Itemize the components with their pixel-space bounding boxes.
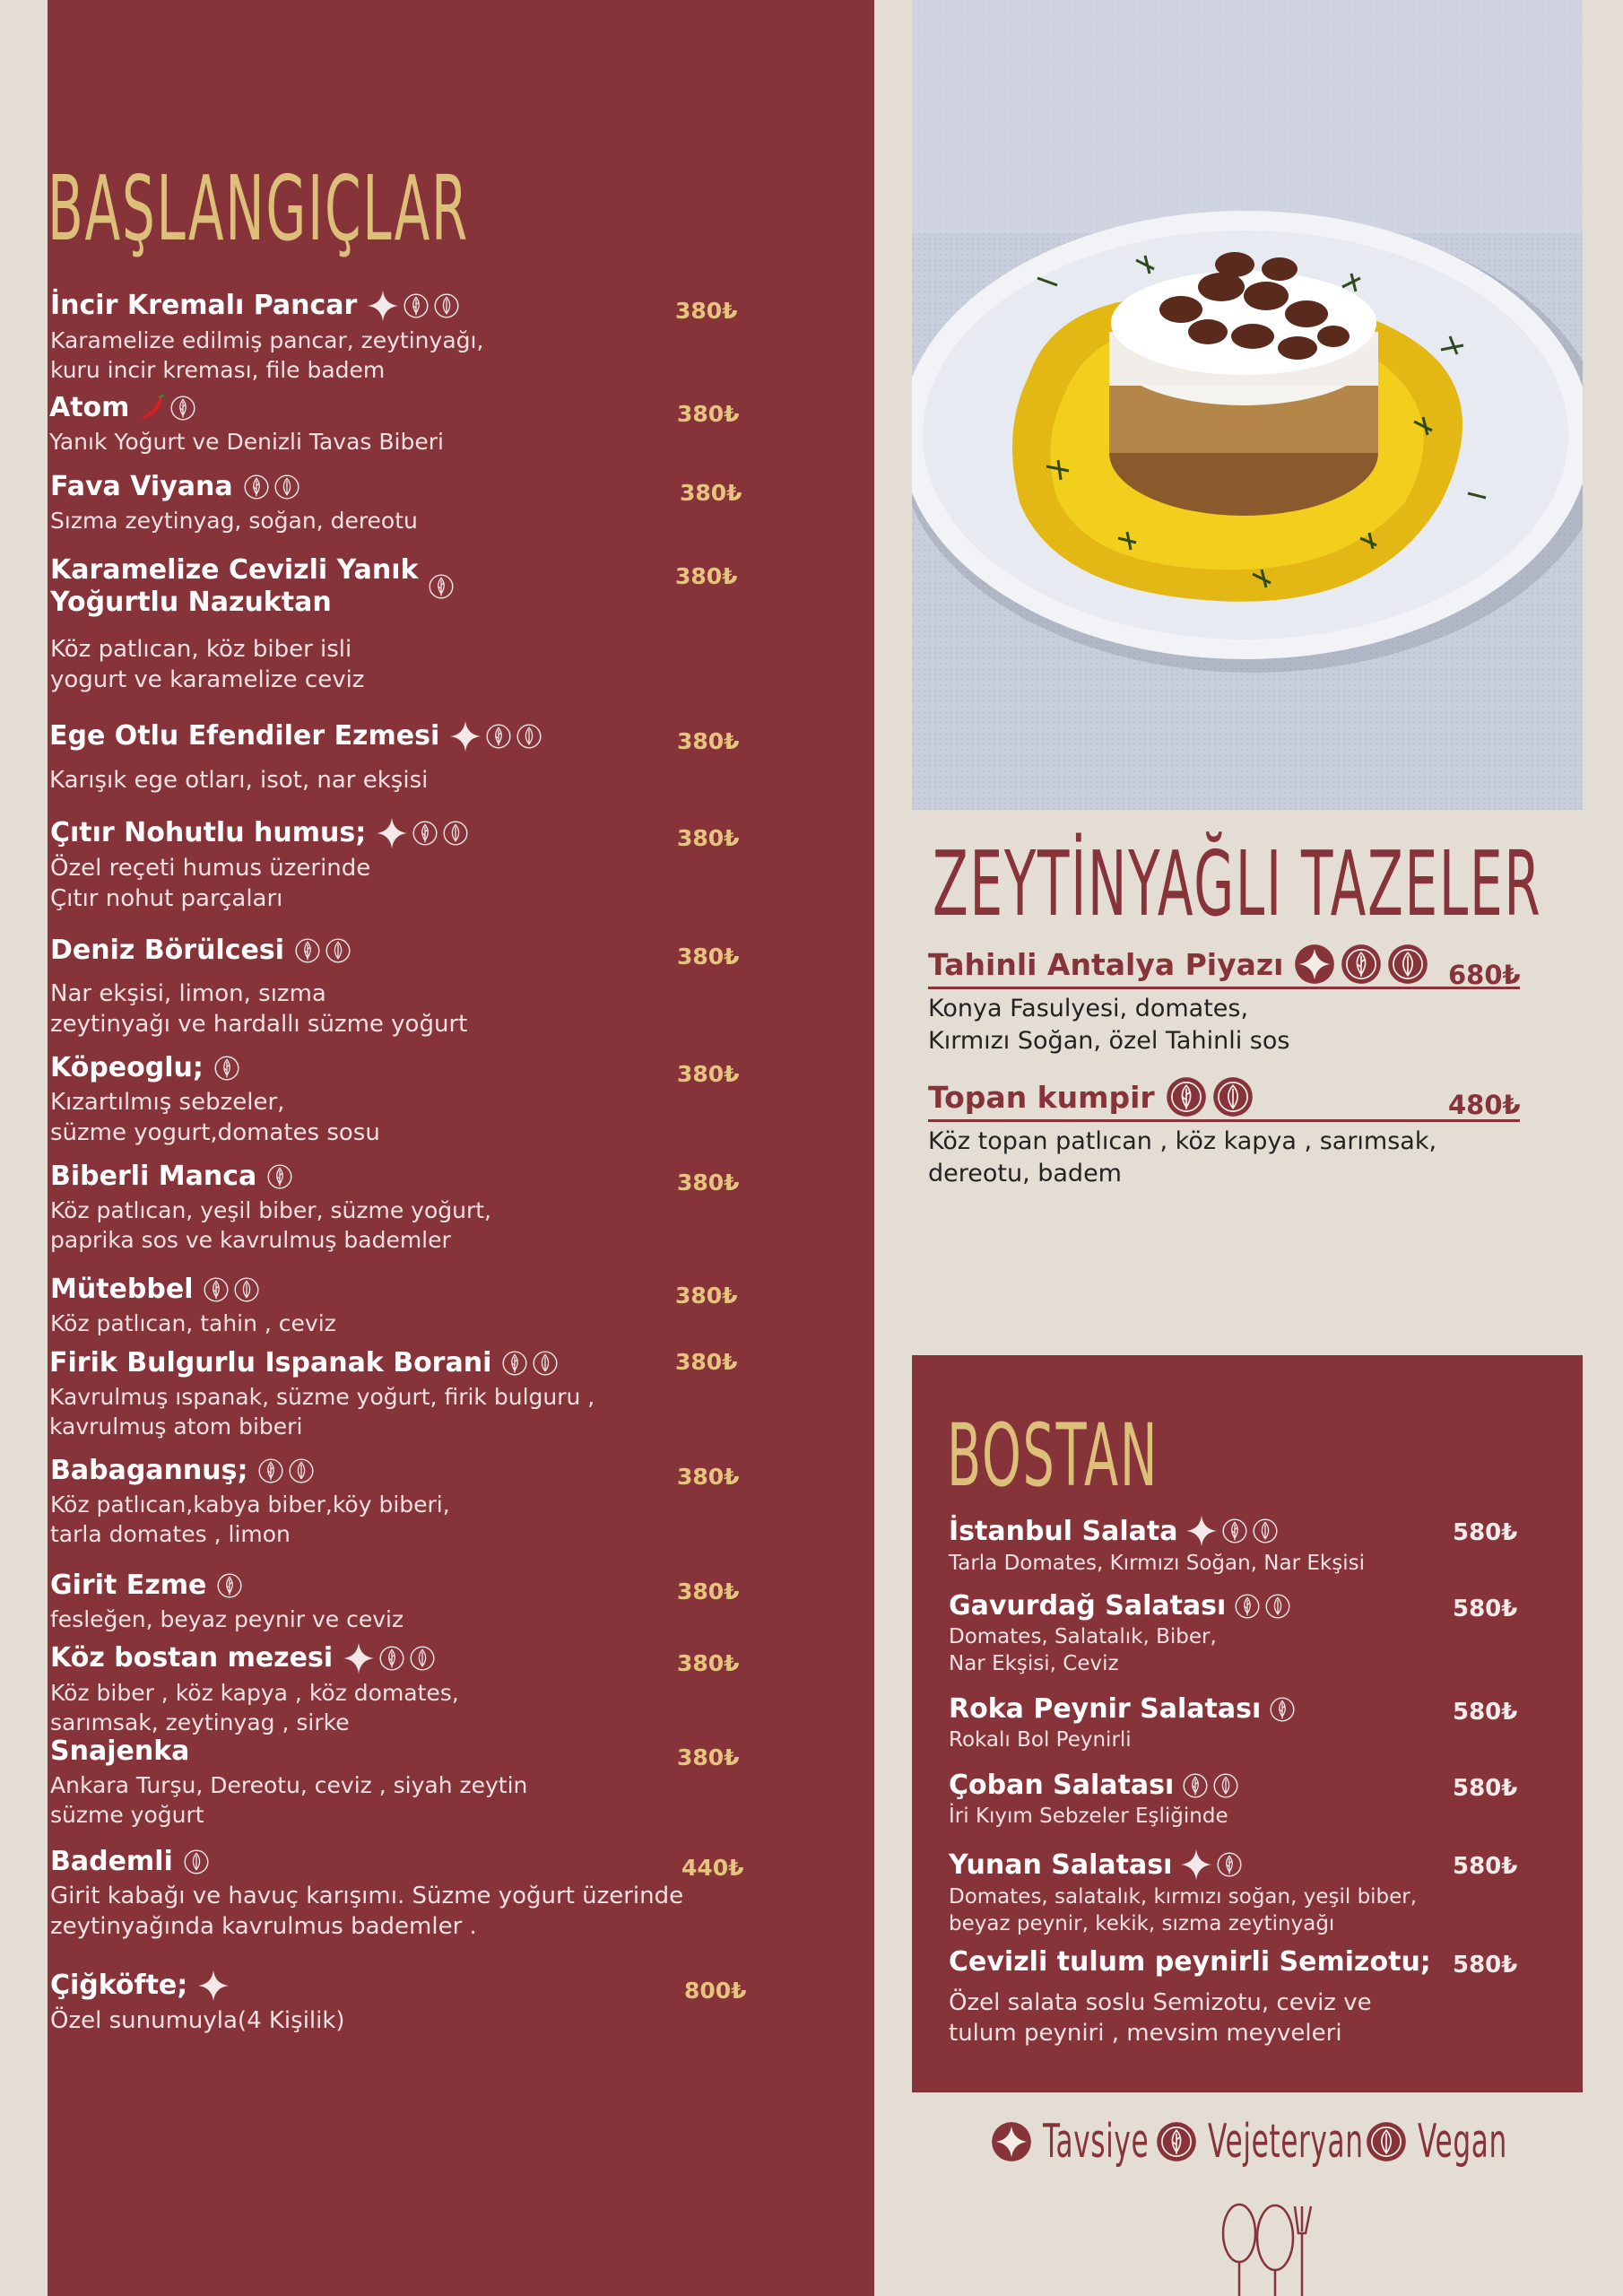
menu-item [50,554,750,696]
menu-item [949,1514,1433,1578]
menu-item-name: Çiğköfte; [50,1970,188,2001]
menu-item-name-row [949,1848,1433,1882]
menu-item-name: Atom [49,392,130,423]
section-title-zeytinyagli: ZEYTİNYAĞLI TAZELER [933,831,1542,936]
menu-item-description: Yanık Yoğurt ve Denizli Tavas Biberi [49,429,444,455]
menu-item-name-row [50,1455,750,1487]
menu-item [949,1946,1433,2049]
menu-item-badges [427,572,456,601]
vejeteryan-icon [1181,1771,1210,1800]
section-title-baslangiclar: BAŞLANGIÇLAR [48,156,470,261]
menu-item-description: Tarla Domates, Kırmızı Soğan, Nar Ekşisi [949,1552,1365,1575]
vejeteryan-icon [242,473,271,501]
menu-item-badges [196,1969,230,2003]
vegan-icon [441,819,470,848]
menu-item-price: 380₺ [675,1283,738,1309]
menu-item-name-row [50,816,750,850]
menu-item-badges [1294,944,1428,985]
menu-item-name-row [50,471,750,503]
menu-item-name: Babagannuş; [50,1455,248,1486]
menu-item-badges [182,1848,211,1876]
menu-item [949,1693,1433,1754]
menu-item-description: Rokalı Bol Peynirli [949,1728,1132,1752]
menu-item-description: Sızma zeytinyag, soğan, dereotu [50,508,418,534]
menu-item [50,816,750,915]
menu-item-name: Topan kumpir [928,1079,1155,1115]
menu-item-name: Cevizli tulum peynirli Semizotu; [949,1946,1431,1978]
menu-item-name-row [49,392,749,424]
menu-item-description: Köz biber , köz kapya , köz domates, sarımsak, zeytinyag , sirke [50,1680,459,1735]
tavsiye-icon [991,2121,1032,2162]
menu-item-badges [242,473,301,501]
menu-item-badges [342,1641,437,1675]
menu-item-price: 580₺ [1453,1699,1518,1726]
menu-item-name: İstanbul Salata [949,1515,1178,1547]
chili-icon [138,394,167,422]
menu-item-description: Köz patlıcan, yeşil biber, süzme yoğurt, paprika sos ve kavrulmuş bademler [50,1197,491,1253]
vejeteryan-icon [1268,1695,1297,1724]
menu-item-description: Özel reçeti humus üzerinde Çıtır nohut parçaları [50,855,371,912]
vejeteryan-icon [169,394,197,422]
vegan-icon [273,473,301,501]
vejeteryan-icon [484,722,513,751]
vegan-icon [1251,1517,1280,1545]
menu-item-badges [1166,1076,1254,1118]
menu-item-description: Kızartılmış sebzeler, süzme yogurt,domates sosu [50,1089,380,1146]
menu-item-price: 380₺ [677,1061,740,1087]
menu-item-name: Biberli Manca [50,1161,257,1192]
menu-item [50,935,750,1040]
menu-item [50,1570,750,1635]
menu-item [50,1455,750,1549]
menu-item-name: Karamelize Cevizli Yanık Yoğurtlu Nazuktan [50,554,419,618]
menu-item-badges [293,936,352,965]
menu-item-badges [1179,1848,1244,1882]
menu-item-name-row [50,1735,750,1768]
menu-item-price: 580₺ [1453,1952,1518,1979]
tavsiye-icon [375,816,409,850]
tavsiye-icon [366,289,400,323]
menu-item-name: Tahinli Antalya Piyazı [928,946,1284,982]
menu-item-badges [202,1275,261,1304]
vejeteryan-icon [1233,1592,1262,1621]
vejeteryan-icon [411,819,439,848]
menu-item-name-row [50,1846,750,1878]
utensils-icon [1212,2197,1338,2296]
menu-item-badges [265,1162,294,1191]
menu-item-description: Domates, Salatalık, Biber, Nar Ekşisi, Ceviz [949,1625,1217,1675]
menu-item-name-row [50,1969,750,2003]
legend-item-vejeteryan [1156,2115,1364,2169]
menu-item [49,1347,749,1441]
menu-item-price: 380₺ [675,563,738,589]
menu-item-name-row [50,1274,750,1306]
menu-item-name: Deniz Börülcesi [50,935,284,966]
menu-item [50,1735,750,1830]
menu-item-badges [138,394,197,422]
menu-item-badges [1181,1771,1240,1800]
menu-item-description: Köz patlıcan, tahin , ceviz [50,1310,336,1336]
legend-item-tavsiye [991,2115,1150,2169]
menu-item [50,1052,750,1149]
menu-item [50,1161,750,1255]
tavsiye-icon [342,1641,376,1675]
vejeteryan-icon [265,1162,294,1191]
vegan-icon [1263,1592,1292,1621]
legend-label: Tavsiye [1043,2115,1150,2169]
divider [928,987,1520,989]
menu-item-name: Ege Otlu Efendiler Ezmesi [49,720,440,752]
badge-legend [991,2115,1507,2169]
menu-item-name-row [50,1641,750,1675]
menu-item-badges [375,816,470,850]
menu-item-price: 380₺ [677,728,740,754]
menu-item-badges [213,1054,241,1083]
menu-item-badges [1233,1592,1292,1621]
menu-item-name-row [949,1693,1433,1725]
vejeteryan-icon [500,1349,529,1378]
vejeteryan-icon [293,936,322,965]
menu-item-name: Girit Ezme [50,1570,207,1601]
tavsiye-icon [1179,1848,1213,1882]
menu-item-name-row [49,719,749,753]
menu-item-name-row [50,554,750,619]
vegan-icon [1366,2121,1407,2162]
tavsiye-icon [196,1969,230,2003]
menu-item-description: Kavrulmuş ıspanak, süzme yoğurt, firik bulguru , kavrulmuş atom biberi [49,1384,595,1439]
vejeteryan-icon [1215,1850,1244,1879]
vegan-icon [432,291,461,320]
menu-item [949,1590,1433,1678]
menu-item-badges [215,1571,244,1600]
menu-item-price: 440₺ [681,1855,744,1881]
menu-item-name-row [949,1590,1433,1622]
vegan-icon [287,1457,316,1485]
menu-item-price: 480₺ [1448,1090,1521,1120]
legend-item-vegan [1366,2115,1507,2169]
vegan-icon [531,1349,560,1378]
menu-item-badges [366,289,461,323]
menu-item-price: 580₺ [1453,1596,1518,1622]
menu-item-description: Karamelize edilmiş pancar, zeytinyağı, kuru incir kreması, file badem [50,327,484,383]
menu-item-price: 380₺ [680,480,742,506]
vejeteryan-icon [1156,2121,1197,2162]
menu-item-price: 380₺ [677,401,740,427]
vejeteryan-icon [427,572,456,601]
menu-item-description: Nar ekşisi, limon, sızma zeytinyağı ve hardallı süzme yoğurt [50,980,468,1038]
menu-item-price: 580₺ [1453,1853,1518,1880]
menu-item-name-row [949,1770,1433,1801]
menu-item-name: Çıtır Nohutlu humus; [50,817,367,848]
menu-item-description: Ankara Turşu, Dereotu, ceviz , siyah zeytin süzme yoğurt [50,1772,528,1828]
dish-photo [912,0,1583,810]
menu-item-name-row [949,1514,1433,1548]
menu-item-name: Firik Bulgurlu Ispanak Borani [49,1347,492,1378]
menu-item-badges [256,1457,316,1485]
menu-item-description: Köz patlıcan,kabya biber,köy biberi, tarla domates , limon [50,1492,450,1547]
menu-item-name-row [49,1347,749,1379]
menu-item-name-row [50,1052,750,1084]
section-title-bostan: BOSTAN [947,1405,1159,1506]
legend-label: Vejeteryan [1208,2115,1364,2169]
menu-item-price: 380₺ [677,1170,740,1196]
vejeteryan-icon [378,1644,406,1673]
menu-item-price: 380₺ [677,1744,740,1770]
menu-item [949,1848,1433,1938]
menu-item [949,1770,1433,1831]
vejeteryan-icon [215,1571,244,1600]
menu-item-description: Köz topan patlıcan , köz kapya , sarımsak, dereotu, badem [928,1127,1437,1188]
vejeteryan-icon [202,1275,230,1304]
menu-item-name-row [928,1076,1520,1118]
vejeteryan-icon [1166,1076,1207,1118]
vegan-icon [408,1644,437,1673]
menu-item-price: 380₺ [677,825,740,851]
vejeteryan-icon [1341,944,1382,985]
menu-item-price: 380₺ [675,1349,738,1375]
menu-item-price: 380₺ [677,1464,740,1490]
menu-item-name: Roka Peynir Salatası [949,1693,1262,1725]
menu-item-badges [448,719,543,753]
menu-item-name-row [50,1570,750,1602]
menu-item-description: İri Kıyım Sebzeler Eşliğinde [949,1805,1228,1828]
menu-item [49,719,749,796]
dish-photo-art [912,0,1583,810]
menu-item-name: Köz bostan mezesi [50,1642,334,1674]
vegan-icon [1212,1076,1254,1118]
menu-item-name: İncir Kremalı Pancar [50,290,358,321]
menu-item-name-row [50,289,750,323]
menu-item [50,1969,750,2037]
menu-item-name: Mütebbel [50,1274,194,1305]
vejeteryan-icon [256,1457,285,1485]
tavsiye-icon [1185,1514,1219,1548]
tavsiye-icon [448,719,482,753]
menu-item-price: 800₺ [684,1978,747,2004]
menu-item-name: Bademli [50,1846,173,1877]
menu-item-description: Karışık ege otları, isot, nar ekşisi [49,767,429,794]
menu-item-name-row [50,1161,750,1193]
menu-item-price: 680₺ [1448,960,1521,990]
vejeteryan-icon [213,1054,241,1083]
menu-item-description: Köz patlıcan, köz biber isli yogurt ve karamelize ceviz [50,636,365,693]
menu-item-description: fesleğen, beyaz peynir ve ceviz [50,1606,404,1632]
vegan-icon [1387,944,1428,985]
menu-item-name: Köpeoglu; [50,1052,204,1083]
menu-item-name: Snajenka [50,1735,190,1767]
menu-item-description: Özel salata soslu Semizotu, ceviz ve tulum peyniri , mevsim meyveleri [949,1989,1372,2047]
vegan-icon [232,1275,261,1304]
menu-item [50,289,750,385]
vegan-icon [515,722,543,751]
menu-item-badges [1185,1514,1280,1548]
menu-item-price: 580₺ [1453,1519,1518,1546]
menu-item [50,1641,750,1737]
menu-item [928,1076,1520,1191]
vegan-icon [1211,1771,1240,1800]
menu-item [928,944,1520,1058]
menu-item-price: 380₺ [677,944,740,970]
vejeteryan-icon [1220,1517,1249,1545]
vegan-icon [324,936,352,965]
menu-item-price: 580₺ [1453,1775,1518,1802]
menu-item-description: Konya Fasulyesi, domates, Kırmızı Soğan, özel Tahinli sos [928,995,1290,1056]
menu-item [49,392,749,457]
legend-label: Vegan [1418,2115,1507,2169]
tavsiye-icon [1294,944,1335,985]
menu-item [50,471,750,536]
menu-item-price: 380₺ [675,298,738,324]
vejeteryan-icon [402,291,430,320]
menu-item-badges [500,1349,560,1378]
menu-item-name-row [50,935,750,967]
menu-item-description: Girit kabağı ve havuç karışımı. Süzme yoğurt üzerinde zeytinyağında kavrulmus bademler . [50,1883,684,1940]
menu-item-name-row [928,944,1520,985]
menu-item-price: 380₺ [677,1578,740,1605]
menu-item-name: Fava Viyana [50,471,233,502]
menu-item-description: Özel sunumuyla(4 Kişilik) [50,2007,345,2034]
vegan-icon [182,1848,211,1876]
menu-item-badges [1268,1695,1297,1724]
menu-item-description: Domates, salatalık, kırmızı soğan, yeşil biber, beyaz peynir, kekik, sızma zeytinyağı [949,1885,1418,1935]
menu-item-name: Yunan Salatası [949,1848,1173,1881]
divider [928,1119,1520,1122]
menu-item-name: Çoban Salatası [949,1770,1175,1801]
menu-item-name: Gavurdağ Salatası [949,1590,1227,1622]
menu-item [50,1274,750,1339]
menu-item [50,1846,750,1943]
menu-item-price: 380₺ [677,1650,740,1676]
menu-item-name-row [949,1946,1433,1978]
